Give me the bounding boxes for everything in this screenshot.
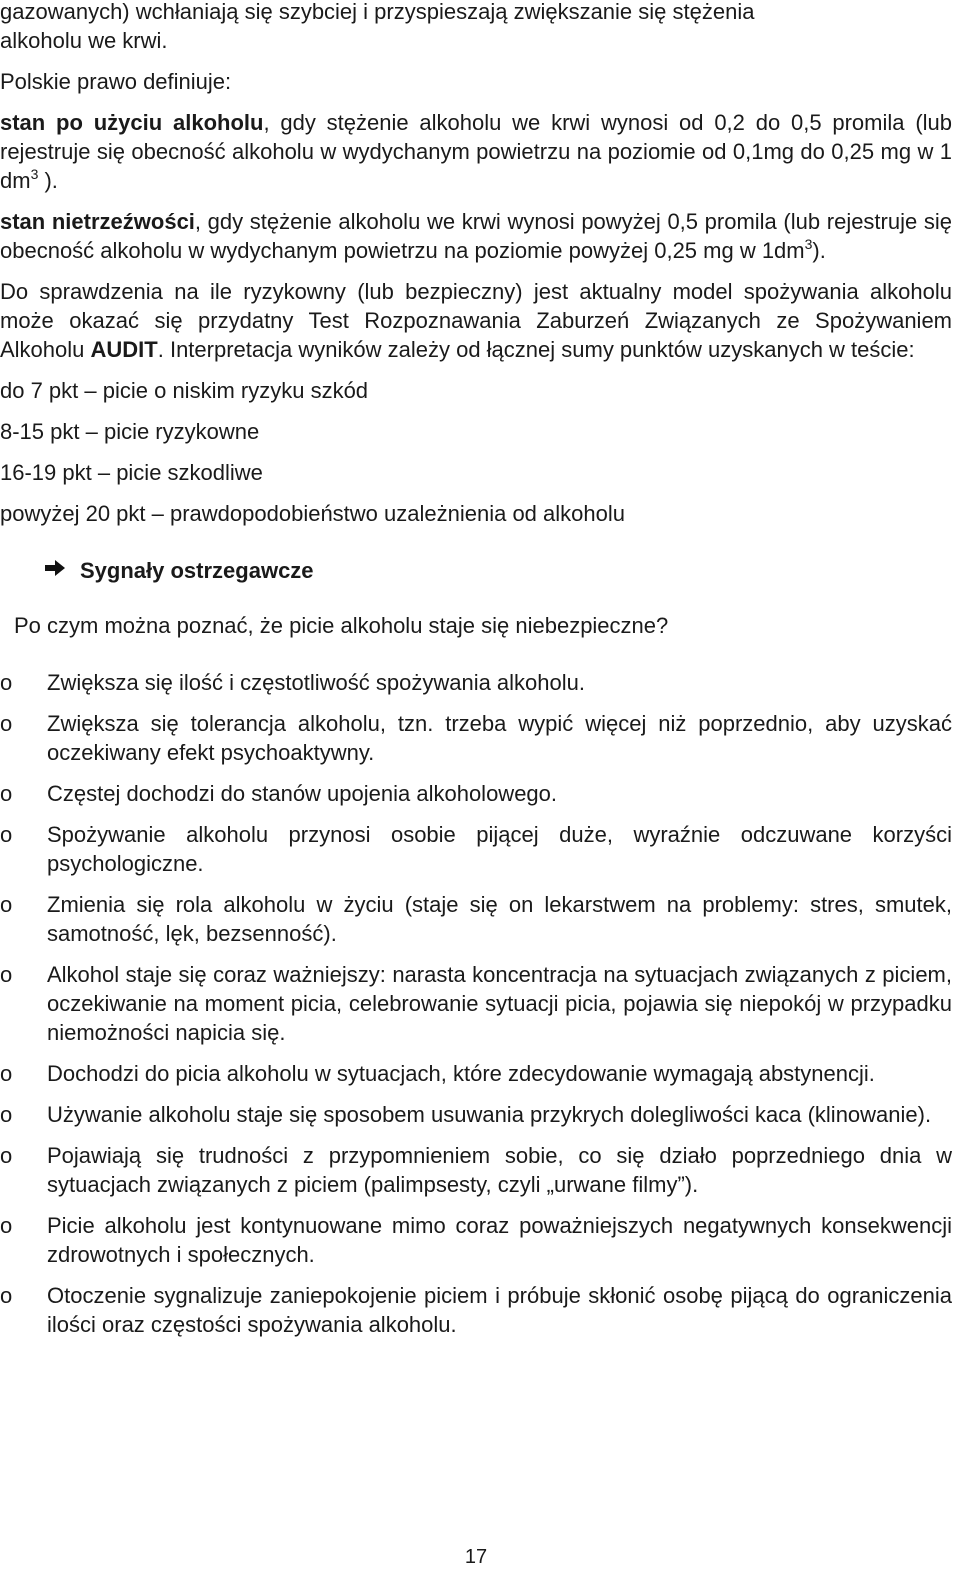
- definition-2-text: , gdy stężenie alkoholu we krwi wynosi powyżej 0,5 promila (lub rejestruje się obecność alkoholu w wydychanym powietrzu na poziomie powyżej 0,25 mg w 1dm: [0, 209, 952, 263]
- list-item: [0, 779, 952, 808]
- section-heading-text: Sygnały ostrzegawcze: [80, 558, 314, 583]
- list-item: [0, 890, 952, 948]
- definition-1-text: , gdy stężenie alkoholu we krwi wynosi od 0,2 do 0,5 promila (lub rejestruje się obecność alkoholu w wydychanym powietrzu na poziomie od 0,1mg do 0,25 mg w 1 dm: [0, 110, 952, 193]
- definition-1-sup: 3: [30, 166, 39, 182]
- warning-signs-list: [0, 668, 952, 1339]
- list-item-text: Alkohol staje się coraz ważniejszy: narasta koncentracja na sytuacjach związanych z piciem, oczekiwanie na moment picia, celebrowanie sytuacji picia, pojawia się niepokój w przypadku niemożności napicia się.: [47, 962, 952, 1045]
- question: Po czym można poznać, że picie alkoholu staje się niebezpieczne?: [14, 613, 669, 638]
- list-item-text: Pojawiają się trudności z przypomnieniem sobie, co się działo poprzedniego dnia w sytuacjach związanych z piciem (palimpsesty, czyli „urwane filmy”).: [47, 1143, 952, 1197]
- bullet: o: [0, 1143, 13, 1168]
- list-item-text: Dochodzi do picia alkoholu w sytuacjach, które zdecydowanie wymagają abstynencji.: [47, 1061, 875, 1086]
- intro-line-2: alkoholu we krwi.: [0, 28, 168, 53]
- list-item: [0, 960, 952, 1047]
- bullet: o: [0, 1102, 13, 1127]
- bullet: o: [0, 1283, 13, 1308]
- list-item-text: Spożywanie alkoholu przynosi osobie pijącej duże, wyraźnie odczuwane korzyści psychologiczne.: [47, 822, 952, 876]
- list-item: [0, 1100, 952, 1129]
- bullet: o: [0, 781, 13, 806]
- definition-2: [0, 207, 952, 265]
- list-item-text: Używanie alkoholu staje się sposobem usuwania przykrych dolegliwości kaca (klinowanie).: [47, 1102, 932, 1127]
- scale-row: powyżej 20 pkt – prawdopodobieństwo uzależnienia od alkoholu: [0, 501, 625, 526]
- definition-2-tail: ).: [812, 238, 826, 263]
- audit-scale: [0, 376, 952, 528]
- bullet: o: [0, 962, 13, 987]
- page-number: 17: [464, 1546, 488, 1568]
- list-item: [0, 1059, 952, 1088]
- audit-text-before: Do sprawdzenia na ile ryzykowny (lub bezpieczny) jest aktualny model spożywania alkoholu może okazać się przydatny Test Rozpoznawania Zaburzeń Związanych ze Spożywaniem Alkoholu: [0, 279, 952, 362]
- bullet: o: [0, 670, 13, 695]
- intro-line-1: gazowanych) wchłaniają się szybciej i przyspieszają zwiększanie się stężenia: [0, 0, 755, 24]
- scale-row: 8-15 pkt – picie ryzykowne: [0, 419, 260, 444]
- scale-row: 16-19 pkt – picie szkodliwe: [0, 460, 263, 485]
- definition-2-sup: 3: [804, 236, 813, 252]
- definition-2-term: stan nietrzeźwości: [0, 209, 195, 234]
- bullet: o: [0, 822, 13, 847]
- list-item: [0, 1211, 952, 1269]
- section-heading: [44, 556, 952, 585]
- definition-1-term: stan po użyciu alkoholu: [0, 110, 264, 135]
- audit-bold: AUDIT: [90, 337, 158, 362]
- arrow-right-icon: [44, 556, 66, 585]
- law-intro: Polskie prawo definiuje:: [0, 69, 232, 94]
- definition-1: [0, 108, 952, 195]
- list-item-text: Otoczenie sygnalizuje zaniepokojenie piciem i próbuje skłonić osobę pijącą do ograniczenia ilości oraz częstości spożywania alkoholu.: [47, 1283, 952, 1337]
- list-item: [0, 820, 952, 878]
- bullet: o: [0, 892, 13, 917]
- bullet: o: [0, 1213, 13, 1238]
- intro-paragraph: [0, 0, 952, 55]
- list-item-text: Zmienia się rola alkoholu w życiu (staje się on lekarstwem na problemy: stres, smutek, samotność, lęk, bezsenność).: [47, 892, 952, 946]
- list-item-text: Zwiększa się ilość i częstotliwość spożywania alkoholu.: [47, 670, 585, 695]
- bullet: o: [0, 1061, 13, 1086]
- audit-text-after: . Interpretacja wyników zależy od łącznej sumy punktów uzyskanych w teście:: [157, 337, 915, 362]
- list-item-text: Picie alkoholu jest kontynuowane mimo coraz poważniejszych negatywnych konsekwencji zdrowotnych i społecznych.: [47, 1213, 952, 1267]
- list-item: [0, 1281, 952, 1339]
- scale-row: do 7 pkt – picie o niskim ryzyku szkód: [0, 378, 369, 403]
- list-item-text: Zwiększa się tolerancja alkoholu, tzn. trzeba wypić więcej niż poprzednio, aby uzyskać oczekiwany efekt psychoaktywny.: [47, 711, 952, 765]
- bullet: o: [0, 711, 13, 736]
- definition-1-tail: ).: [38, 168, 58, 193]
- list-item: [0, 709, 952, 767]
- list-item: [0, 668, 952, 697]
- list-item-text: Częstej dochodzi do stanów upojenia alkoholowego.: [47, 781, 558, 806]
- list-item: [0, 1141, 952, 1199]
- audit-paragraph: [0, 277, 952, 364]
